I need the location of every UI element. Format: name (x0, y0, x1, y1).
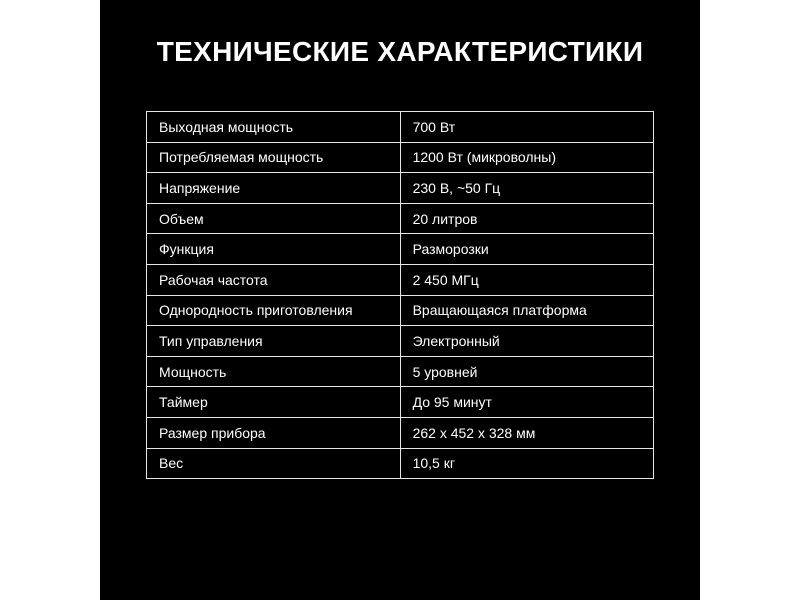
spec-value: Вращающаяся платформа (400, 295, 653, 326)
table-row (147, 295, 654, 326)
table-row (147, 112, 654, 143)
table-row (147, 448, 654, 479)
table-row (147, 356, 654, 387)
spec-key: Объем (147, 203, 401, 234)
spec-value: 262 x 452 x 328 мм (400, 417, 653, 448)
spec-value: 230 В, ~50 Гц (400, 173, 653, 204)
spec-value: Разморозки (400, 234, 653, 265)
spec-key: Рабочая частота (147, 264, 401, 295)
spec-key: Мощность (147, 356, 401, 387)
specs-panel (100, 0, 700, 600)
spec-key: Напряжение (147, 173, 401, 204)
table-row (147, 326, 654, 357)
spec-value: 700 Вт (400, 112, 653, 143)
table-row (147, 387, 654, 418)
table-row (147, 142, 654, 173)
spec-key: Вес (147, 448, 401, 479)
spec-key: Тип управления (147, 326, 401, 357)
spec-value: 10,5 кг (400, 448, 653, 479)
spec-value: До 95 минут (400, 387, 653, 418)
spec-value: 1200 Вт (микроволны) (400, 142, 653, 173)
table-row (147, 264, 654, 295)
page-title: ТЕХНИЧЕСКИЕ ХАРАКТЕРИСТИКИ (156, 36, 644, 67)
table-row (147, 234, 654, 265)
spec-key: Выходная мощность (147, 112, 401, 143)
spec-key: Однородность приготовления (147, 295, 401, 326)
spec-value: 5 уровней (400, 356, 653, 387)
spec-key: Размер прибора (147, 417, 401, 448)
specs-table (146, 111, 654, 479)
spec-value: Электронный (400, 326, 653, 357)
spec-key: Таймер (147, 387, 401, 418)
spec-key: Функция (147, 234, 401, 265)
spec-value: 20 литров (400, 203, 653, 234)
table-row (147, 203, 654, 234)
table-row (147, 173, 654, 204)
spec-value: 2 450 МГц (400, 264, 653, 295)
spec-key: Потребляемая мощность (147, 142, 401, 173)
table-row (147, 417, 654, 448)
